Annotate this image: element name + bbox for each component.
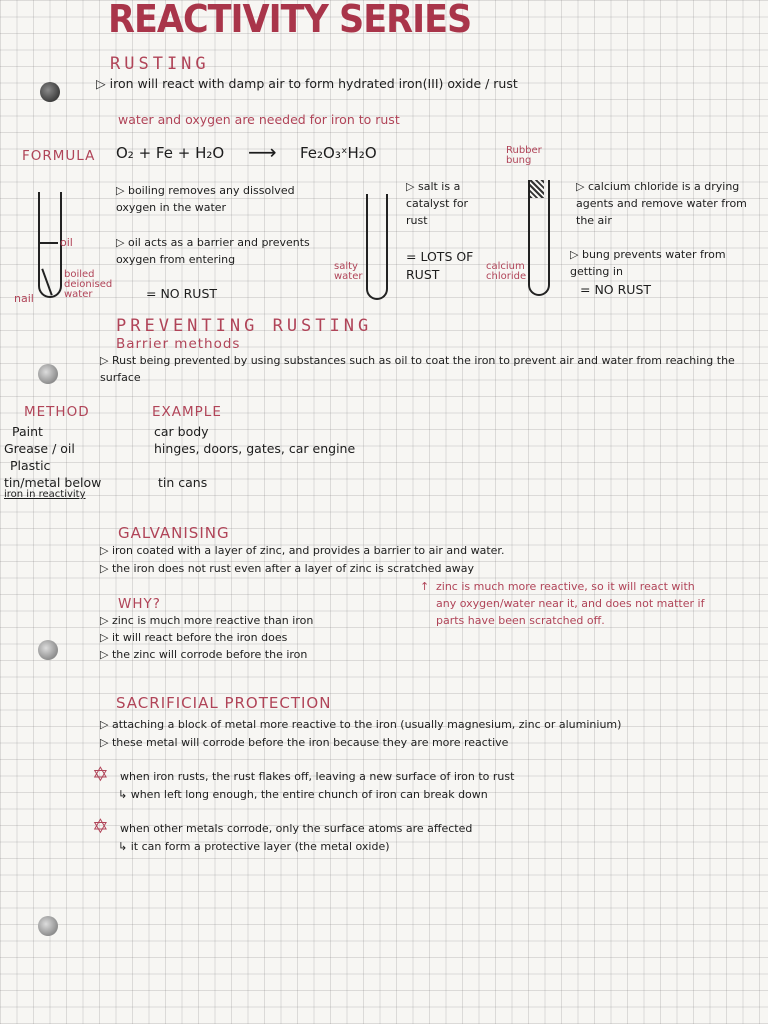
star-point-1: when iron rusts, the rust flakes off, leaving a new surface of iron to rust	[120, 770, 515, 783]
galvanising-point-1: ▷ iron coated with a layer of zinc, and provides a barrier to air and water.	[100, 544, 505, 557]
oil-label: oil	[60, 236, 73, 249]
salty-water-label: salty water	[334, 261, 363, 282]
punch-hole	[40, 82, 60, 102]
up-arrow-icon: ↑	[420, 580, 430, 593]
bullet-icon: ▷	[100, 648, 109, 661]
tube2-result: = LOTS OF RUST	[406, 249, 474, 282]
tube1-note-2: ▷ oil acts as a barrier and prevents oxygen from entering	[116, 236, 310, 266]
why-heading: WHY?	[118, 596, 161, 612]
bullet-icon: ▷	[406, 180, 415, 193]
bullet-icon: ▷	[100, 718, 109, 731]
sacrificial-heading: SACRIFICIAL PROTECTION	[116, 694, 332, 712]
punch-hole	[38, 364, 58, 384]
example-header: EXAMPLE	[152, 404, 222, 420]
method-row-4: tin/metal below	[4, 475, 102, 490]
bullet-icon: ▷	[100, 562, 109, 575]
arrow-icon: ⟶	[248, 140, 277, 164]
bullet-icon: ▷	[576, 180, 585, 193]
preventing-heading: PREVENTING RUSTING	[116, 316, 373, 336]
tube3-result: = NO RUST	[580, 282, 652, 297]
bullet-icon: ▷	[116, 184, 125, 197]
tube1-note-1: ▷ boiling removes any dissolved oxygen in the water	[116, 184, 295, 214]
example-row-4: tin cans	[158, 475, 208, 490]
bullet-icon: ▷	[100, 631, 109, 644]
bullet-icon: ▷	[100, 614, 109, 627]
punch-hole	[38, 916, 58, 936]
formula-lhs: O₂ + Fe + H₂O	[116, 144, 225, 162]
tube3-note-2: ▷ bung prevents water from getting in	[570, 248, 726, 278]
method-row-1: Paint	[12, 424, 43, 439]
reason-2: ▷ it will react before the iron does	[100, 631, 288, 644]
reason-3: ▷ the zinc will corrode before the iron	[100, 648, 308, 661]
bullet-icon: ▷	[100, 354, 109, 367]
sacrificial-point-2: ▷ these metal will corrode before the iron because they are more reactive	[100, 736, 509, 749]
rubber-bung-label: Rubber bung	[506, 145, 542, 166]
tube1-result: = NO RUST	[146, 286, 218, 301]
star-icon: ✡	[92, 814, 109, 838]
formula-rhs: Fe₂O₃ˣH₂O	[300, 144, 377, 162]
star-point-2-sub: ↳ it can form a protective layer (the metal oxide)	[118, 840, 390, 853]
page-title: REACTIVITY SERIES	[108, 0, 472, 42]
rusting-needed: water and oxygen are needed for iron to rust	[118, 112, 400, 127]
test-tube-2	[366, 194, 388, 300]
bullet-icon: ▷	[100, 544, 109, 557]
method-row-3: Plastic	[10, 458, 51, 473]
bullet-icon: ▷	[100, 736, 109, 749]
rusting-heading: RUSTING	[110, 54, 210, 74]
rusting-point-1: ▷ iron will react with damp air to form hydrated iron(III) oxide / rust	[96, 76, 518, 91]
tube2-note: ▷ salt is a catalyst for rust	[406, 180, 469, 227]
galvanising-point-2: ▷ the iron does not rust even after a layer of zinc is scratched away	[100, 562, 475, 575]
galvanising-note: zinc is much more reactive, so it will react with any oxygen/water near it, and does not matter if parts have been scratched off.	[436, 580, 705, 627]
rubber-bung-shape	[530, 180, 544, 198]
calcium-chloride-label: calcium chloride	[486, 261, 527, 282]
star-point-2: when other metals corrode, only the surface atoms are affected	[120, 822, 473, 835]
punch-hole	[38, 640, 58, 660]
bullet-icon: ▷	[116, 236, 125, 249]
oil-layer-line	[40, 242, 58, 244]
sacrificial-point-1: ▷ attaching a block of metal more reactive to the iron (usually magnesium, zinc or aluminium)	[100, 718, 622, 731]
preventing-point: ▷ Rust being prevented by using substances such as oil to coat the iron to prevent air and water from reaching the surface	[100, 354, 735, 384]
example-row-1: car body	[154, 424, 209, 439]
test-tube-1	[38, 192, 62, 298]
star-icon: ✡	[92, 762, 109, 786]
arrow-sub-icon: ↳	[118, 788, 128, 801]
bullet-icon: ▷	[570, 248, 579, 261]
star-point-1-sub: ↳ when left long enough, the entire chunch of iron can break down	[118, 788, 488, 801]
formula-label: FORMULA	[22, 148, 96, 164]
galvanising-heading: GALVANISING	[118, 524, 230, 542]
tube3-note-1: ▷ calcium chloride is a drying agents and remove water from the air	[576, 180, 747, 227]
barrier-methods-sub: Barrier methods	[116, 336, 241, 352]
reason-1: ▷ zinc is much more reactive than iron	[100, 614, 314, 627]
method-row-2: Grease / oil	[4, 441, 75, 456]
example-row-2: hinges, doors, gates, car engine	[154, 441, 356, 456]
bullet-icon: ▷	[96, 76, 106, 91]
method-row-4-extra: iron in reactivity	[4, 489, 86, 500]
nail-label: nail	[14, 292, 34, 305]
method-header: METHOD	[24, 404, 90, 420]
water-label: boiled deionised water	[64, 269, 113, 300]
arrow-sub-icon: ↳	[118, 840, 128, 853]
